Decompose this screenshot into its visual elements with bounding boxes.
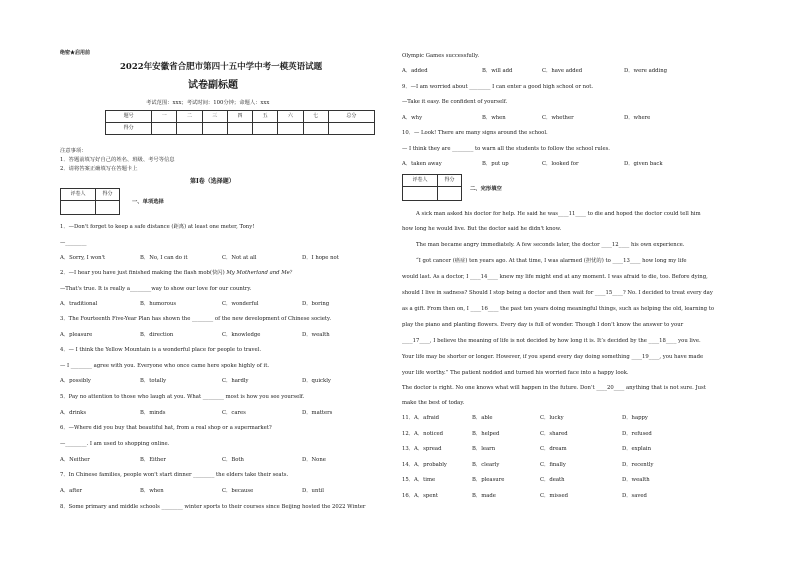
option: D．boring <box>302 301 330 307</box>
passage-line: “I got cancer (癌症) ten years ago. At that time, I was alarmed (担忧的) to ____13____ how long my life <box>416 258 687 264</box>
score-cell <box>303 123 328 135</box>
option-row <box>60 255 339 262</box>
score-header-row <box>106 111 375 123</box>
option: B．helped <box>472 431 500 437</box>
passage-line: play the piano and planting flowers. Every day is full of wonder. Though I don’t know the answer to your <box>402 322 684 328</box>
option: B．Either <box>140 457 166 463</box>
passage-line: ____17____, I believe the meaning of life is not decided by how long it is. It’s decided by the ____18____ you live. <box>402 338 701 344</box>
option: C．death <box>540 477 565 483</box>
question-stem: 2．—I hear you have just finished making the flash mob(快闪) My Motherland and Me？ <box>60 270 296 276</box>
option: A．Sorry, I won't <box>60 255 106 261</box>
grader-table <box>402 174 462 201</box>
option: D．happy <box>622 415 648 421</box>
option: D．quickly <box>302 378 331 384</box>
option: D．wealth <box>302 332 330 338</box>
grader-cell <box>61 201 96 215</box>
score-header-cell: 七 <box>303 111 328 123</box>
option-row <box>402 415 648 422</box>
passage-line: A sick man asked his doctor for help. He said he was____11____ to die and hoped the doctor could tell him <box>416 211 701 217</box>
option: B．pleasure <box>472 477 505 483</box>
score-header-cell: 一 <box>152 111 177 123</box>
option-row <box>402 493 647 500</box>
option: 13．A．spread <box>402 446 442 452</box>
passage-line: should I live in sadness? Should I stop being a doctor and then wait for ____15____? No. I decided to treat every day <box>402 290 713 296</box>
grader-cell <box>437 187 461 201</box>
option-row <box>402 446 651 453</box>
option: B．when <box>140 488 164 494</box>
option: D．where <box>624 115 651 121</box>
option: C．have added <box>542 68 583 74</box>
option: D．recently <box>622 462 654 468</box>
question-stem: 7．In Chinese families, people won't start dinner ________ the elders take their seats. <box>60 472 289 478</box>
option: A．traditional <box>60 301 98 307</box>
exam-title: 2022年安徽省合肥市第四十五中学中考一模英语试题 <box>120 62 323 72</box>
score-cell <box>227 123 252 135</box>
question-stem: 4．— I think the Yellow Mountain is a wonderful place for people to travel. <box>60 347 262 353</box>
score-cell <box>152 123 177 135</box>
option-row <box>402 462 654 469</box>
score-table <box>105 110 375 135</box>
grader-header: 评卷人 <box>403 175 438 187</box>
option: 11．A．afraid <box>402 415 440 421</box>
score-cell <box>253 123 278 135</box>
option: B．learn <box>472 446 496 452</box>
option: D．explain <box>622 446 652 452</box>
question-stem: 10．— Look! There are many signs around the school. <box>402 130 548 136</box>
option: 15．A．time <box>402 477 436 483</box>
option: C．because <box>222 488 254 494</box>
option-row <box>402 477 650 484</box>
score-cell <box>278 123 303 135</box>
option: D．None <box>302 457 326 463</box>
question-stem: 6．—Where did you buy that beautiful hat, from a real shop or a supermarket? <box>60 425 272 431</box>
section-title: 一、单项选择 <box>132 199 164 205</box>
question-stem: 5．Pay no attention to those who laugh at you. What ________ most is how you see yourself. <box>60 394 305 400</box>
confidential-mark: 绝密★启用前 <box>60 50 91 56</box>
option-row <box>60 410 332 417</box>
option: C．dream <box>540 446 567 452</box>
option: C．cares <box>222 410 246 416</box>
passage-line: The doctor is right. No one knows what will happen in the future. Don’t ____20____ anything that is not sure. Just <box>402 385 706 391</box>
score-header-cell: 六 <box>278 111 303 123</box>
option: C．shared <box>540 431 568 437</box>
question-stem: — I ________ agree with you. Everyone who once came here spoke highly of it. <box>60 363 270 369</box>
option: A．pleasure <box>60 332 93 338</box>
option: B．made <box>472 493 496 499</box>
question-stem: —Take it easy. Be confident of yourself. <box>402 99 508 105</box>
option: C．whether <box>542 115 574 121</box>
option: C．missed <box>540 493 569 499</box>
option: 14．A．probably <box>402 462 447 468</box>
grader-cell <box>95 201 119 215</box>
option: D．wealth <box>622 477 650 483</box>
grader-header: 得分 <box>437 175 461 187</box>
option: A．after <box>60 488 83 494</box>
question-stem: —________ <box>60 240 87 246</box>
option: C．finally <box>540 462 566 468</box>
option: A．added <box>402 68 428 74</box>
option: C．knowledge <box>222 332 261 338</box>
option: B．able <box>472 415 493 421</box>
exam-subtitle: 试卷副标题 <box>188 80 238 91</box>
passage-line: would last. As a doctor, I ____14____ knew my life might end at any moment. I was afraid to die, too. Before dying, <box>402 274 708 280</box>
option: B．when <box>482 115 506 121</box>
option: A．possibly <box>60 378 91 384</box>
question-stem: Olympic Games successfully. <box>402 53 480 59</box>
option: A．taken away <box>402 161 442 167</box>
score-header-cell: 四 <box>227 111 252 123</box>
option: C．hardly <box>222 378 249 384</box>
option: C．wonderful <box>222 301 259 307</box>
passage-line: as a gift. From then on, I ____16____ the past ten years doing meaningful things, such as helping the old, learning to <box>402 306 715 312</box>
option: B．clearly <box>472 462 500 468</box>
section-title: 二、完形填空 <box>470 186 502 192</box>
option: D．I hope not <box>302 255 339 261</box>
passage-line: how long he would live. But the doctor said he didn't know. <box>402 226 562 232</box>
question-stem: 8．Some primary and middle schools ________ winter sports to their courses since Beijing hosted the 2022 Winter <box>60 504 366 510</box>
option: B．No, I can do it <box>140 255 188 261</box>
option: D．until <box>302 488 324 494</box>
option: B．minds <box>140 410 166 416</box>
option: D．refused <box>622 431 652 437</box>
score-cell <box>202 123 227 135</box>
score-cell <box>177 123 202 135</box>
option: A．why <box>402 115 423 121</box>
option: A．Neither <box>60 457 90 463</box>
option: A．drinks <box>60 410 87 416</box>
option: C．lucky <box>540 415 564 421</box>
option-row <box>402 431 652 438</box>
option: B．humorous <box>140 301 177 307</box>
passage-line: The man became angry immediately. A few seconds later, the doctor ____12____ his own experience. <box>416 242 685 248</box>
option-row <box>402 161 663 168</box>
question-stem: — I think they are ________ to warn all the students to follow the school rules. <box>402 146 610 152</box>
score-header-cell: 题号 <box>106 111 152 123</box>
option: D．given back <box>624 161 663 167</box>
question-stem: 3．The Fourteenth Five-Year Plan has shown the ________ of the new development of Chinese society. <box>60 316 332 322</box>
grader-header: 得分 <box>95 189 119 201</box>
grader-cell <box>403 187 438 201</box>
option: B．will add <box>482 68 513 74</box>
score-cell <box>328 123 374 135</box>
score-header-cell: 总分 <box>328 111 374 123</box>
option: C．Both <box>222 457 244 463</box>
option: D．were adding <box>624 68 667 74</box>
option: B．totally <box>140 378 167 384</box>
grader-header: 评卷人 <box>61 189 96 201</box>
question-stem: 1．—Don't forget to keep a safe distance (距离) at least one meter, Tony! <box>60 224 255 230</box>
option: 12．A．noticed <box>402 431 444 437</box>
note-item: 1．答题前填写好自己的姓名、班级、考号等信息 <box>60 157 175 163</box>
option: D．matters <box>302 410 333 416</box>
score-row-label: 得分 <box>106 123 152 135</box>
option: D．saved <box>622 493 647 499</box>
option-row <box>60 488 324 495</box>
question-stem: —That's true. It is really a________way to show our love for our country. <box>60 286 252 292</box>
option-row <box>60 301 329 308</box>
grader-table <box>60 188 120 215</box>
score-header-cell: 二 <box>177 111 202 123</box>
passage-line: Your life may be shorter or longer. However, if you spend every day doing something ____19____, you have made <box>402 354 704 360</box>
option-row <box>60 332 330 339</box>
question-stem: —________. I am used to shopping online. <box>60 441 170 447</box>
score-header-cell: 五 <box>253 111 278 123</box>
passage-line: make the best of today. <box>402 400 465 406</box>
option: C．looked for <box>542 161 579 167</box>
score-value-row <box>106 123 375 135</box>
option: 16．A．spent <box>402 493 438 499</box>
option: B．direction <box>140 332 174 338</box>
question-stem: 9．—I am worried about ________ I can enter a good high school or not. <box>402 84 594 90</box>
option: B．put up <box>482 161 509 167</box>
note-item: 2．请将答案正确填写在答题卡上 <box>60 166 138 172</box>
option: C．Not at all <box>222 255 257 261</box>
option-row <box>402 115 650 122</box>
exam-info: 考试范围：xxx；考试时间：100分钟；命题人：xxx <box>146 100 270 106</box>
option-row <box>60 378 331 385</box>
notes-title: 注意事项： <box>60 148 87 154</box>
option-row <box>402 68 667 75</box>
passage-line: your life worthy.” The patient nodded and turned his worried face into a happy look. <box>402 370 629 376</box>
option-row <box>60 457 326 464</box>
volume-title: 第I卷（选择题） <box>190 178 235 185</box>
score-header-cell: 三 <box>202 111 227 123</box>
